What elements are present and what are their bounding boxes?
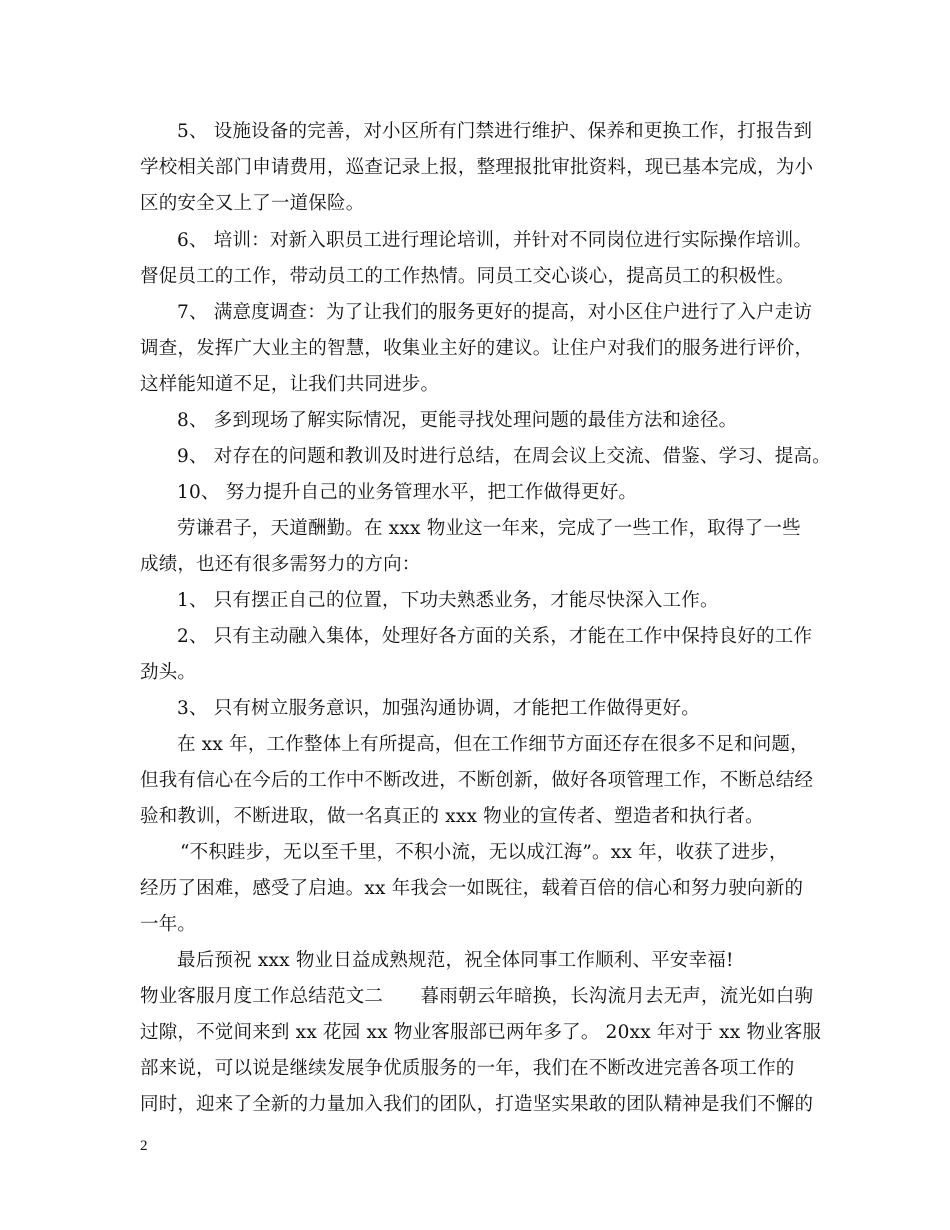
summary-paragraph-line-1: 劳谦君子，天道酬勤。在 xxx 物业这一年来，完成了一些工作，取得了一些 [177,518,801,539]
item-9-line: 9、 对存在的问题和教训及时进行总结，在周会议上交流、借鉴、学习、提高。 [177,446,831,467]
item-10-line: 10、 努力提升自己的业务管理水平，把工作做得更好。 [177,482,638,503]
item-7-line-1: 7、 满意度调查：为了让我们的服务更好的提高，对小区住户进行了入户走访 [177,302,813,323]
reflection-line-3: 验和教训，不断进取，做一名真正的 xxx 物业的宣传者、塑造者和执行者。 [140,806,764,827]
reflection-line-2: 但我有信心在今后的工作中不断改进，不断创新，做好各项管理工作，不断总结经 [140,770,814,791]
quote-paragraph-line-1: “不积跬步，无以至千里，不积小流，无以成江海”。xx 年，收获了进步， [180,842,788,863]
reflection-line-1: 在 xx 年，工作整体上有所提高，但在工作细节方面还存在很多不足和问题， [177,734,809,755]
point-1-line: 1、 只有摆正自己的位置，下功夫熟悉业务，才能尽快深入工作。 [177,590,719,611]
point-2-line-2: 劲头。 [140,662,197,683]
summary-paragraph-line-2: 成绩，也还有很多需努力的方向： [140,554,421,575]
second-sample-line-2: 过隙，不觉间来到 xx 花园 xx 物业客服部已两年多了。 20xx 年对于 xx 物业客服 [140,1022,822,1043]
item-6-line-1: 6、 培训：对新入职员工进行理论培训，并针对不同岗位进行实际操作培训。 [177,230,813,251]
item-7-line-3: 这样能知道不足，让我们共同进步。 [140,374,440,395]
item-5-line-2: 学校相关部门申请费用，巡查记录上报，整理报批审批资料，现已基本完成，为小 [140,157,814,178]
second-sample-line-4: 同时，迎来了全新的力量加入我们的团队，打造坚实果敢的团队精神是我们不懈的 [140,1094,814,1115]
second-sample-line-1: 物业客服月度工作总结范文二 暮雨朝云年暗换，长沟流月去无声，流光如白驹 [140,986,814,1007]
quote-paragraph-line-2: 经历了困难，感受了启迪。xx 年我会一如既往，载着百倍的信心和努力驶向新的 [140,878,804,899]
second-sample-line-3: 部来说，可以说是继续发展争优质服务的一年，我们在不断改进完善各项工作的 [140,1058,795,1079]
point-3-line: 3、 只有树立服务意识，加强沟通协调，才能把工作做得更好。 [177,698,700,719]
point-2-line-1: 2、 只有主动融入集体，处理好各方面的关系，才能在工作中保持良好的工作 [177,626,813,647]
item-5-line-1: 5、 设施设备的完善，对小区所有门禁进行维护、保养和更换工作，打报告到 [177,121,813,142]
quote-paragraph-line-3: 一年。 [140,914,197,935]
item-6-line-2: 督促员工的工作，带动员工的工作热情。同员工交心谈心，提高员工的积极性。 [140,266,795,287]
item-5-line-3: 区的安全又上了一道保险。 [140,193,365,214]
closing-wish-line: 最后预祝 xxx 物业日益成熟规范，祝全体同事工作顺利、平安幸福! [177,950,734,971]
page-number: 2 [140,1138,148,1154]
item-7-line-2: 调查，发挥广大业主的智慧，收集业主好的建议。让住户对我们的服务进行评价， [140,338,814,359]
item-8-line: 8、 多到现场了解实际情况，更能寻找处理问题的最佳方法和途径。 [177,410,738,431]
